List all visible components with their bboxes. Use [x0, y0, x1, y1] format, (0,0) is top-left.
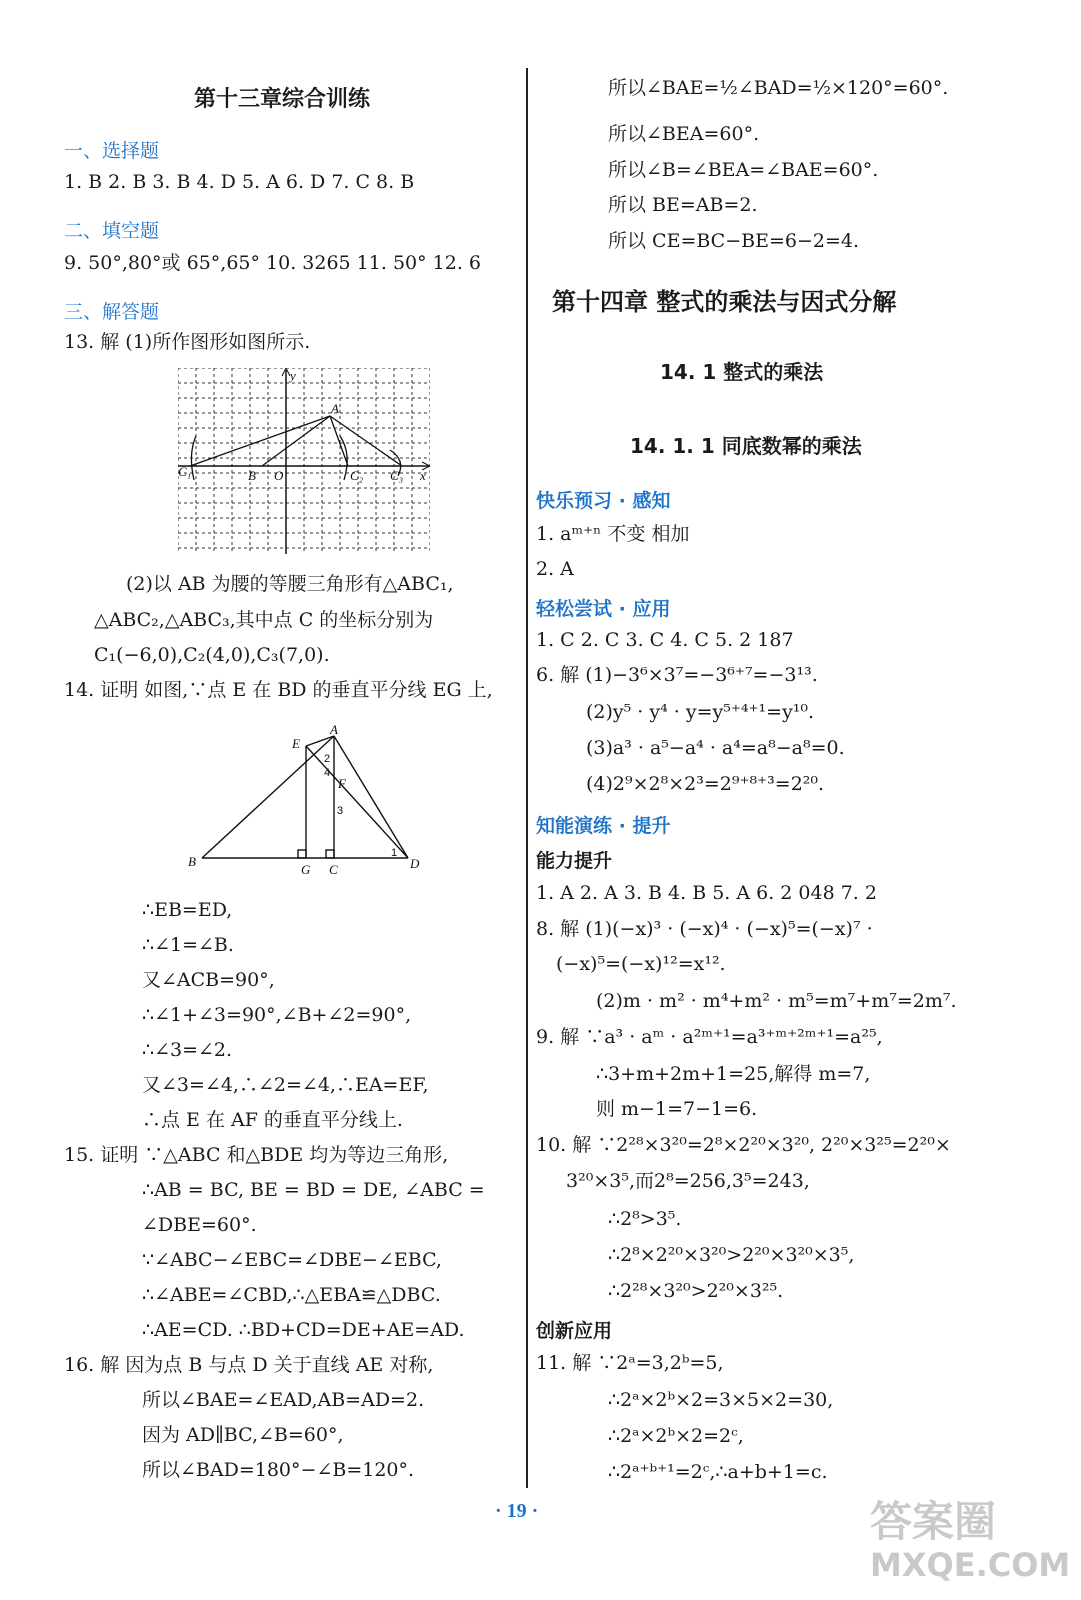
subheading-innovation: 创新应用	[536, 1320, 613, 1342]
fig2-label-A: A	[330, 722, 338, 737]
practice-q11-line4: ∴2ᵃ⁺ᵇ⁺¹=2ᶜ,∴a+b+1=c.	[608, 1461, 828, 1483]
q16-line5: 所以∠BEA=60°.	[608, 123, 760, 145]
q16-line7: 所以 BE=AB=2.	[608, 194, 758, 216]
section-14-1-1-title: 14. 1. 1 同底数幂的乘法	[630, 434, 862, 458]
try-q6-part4: (4)2⁹×2⁸×2³=2⁹⁺⁸⁺³=2²⁰.	[586, 773, 825, 795]
preview-answer-1: 1. aᵐ⁺ⁿ 不变 相加	[536, 523, 690, 545]
practice-q10-line5: ∴2²⁸×3²⁰>2²⁰×3²⁵.	[608, 1280, 784, 1302]
page-number: · 19 ·	[495, 1500, 539, 1522]
watermark-url: MXQE.COM	[870, 1546, 1071, 1584]
label-y: y	[290, 368, 296, 383]
coordinate-grid-figure	[178, 368, 430, 554]
section-14-1-title: 14. 1 整式的乘法	[660, 360, 824, 384]
section-title: 第十三章综合训练	[194, 87, 371, 112]
q16-line8: 所以 CE=BC−BE=6−2=4.	[608, 230, 860, 252]
subheading-ability: 能力提升	[536, 850, 613, 872]
heading-practice: 知能演练 · 提升	[536, 815, 671, 837]
practice-q9-line2: ∴3+m+2m+1=25,解得 m=7,	[596, 1063, 871, 1085]
q14-text: 14. 证明 如图,∵点 E 在 BD 的垂直平分线 EG 上,	[64, 679, 493, 701]
q14-line7: ∴点 E 在 AF 的垂直平分线上.	[142, 1109, 403, 1131]
label-O: O	[274, 468, 284, 483]
fig2-angle-1: 1	[391, 847, 398, 859]
q15-line2: ∠DBE=60°.	[142, 1214, 257, 1236]
q16-line4: 所以∠BAE=½∠BAD=½×120°=60°.	[608, 77, 949, 99]
fig2-label-G: G	[301, 862, 311, 877]
heading-preview: 快乐预习 · 感知	[536, 490, 671, 512]
q13-part2-line1: (2)以 AB 为腰的等腰三角形有△ABC₁,	[126, 573, 454, 595]
practice-q11-line2: ∴2ᵃ×2ᵇ×2=3×5×2=30,	[608, 1389, 834, 1411]
try-q6-part2: (2)y⁵ · y⁴ · y=y⁵⁺⁴⁺¹=y¹⁰.	[586, 701, 815, 723]
practice-q11-line3: ∴2ᵃ×2ᵇ×2=2ᶜ,	[608, 1425, 744, 1447]
q14-line5: ∴∠3=∠2.	[142, 1039, 233, 1061]
q16-line1: 所以∠BAE=∠EAD,AB=AD=2.	[142, 1389, 425, 1411]
q14-line4: ∴∠1+∠3=90°,∠B+∠2=90°,	[142, 1004, 412, 1026]
q15-line3: ∵∠ABC−∠EBC=∠DBE−∠EBC,	[142, 1249, 442, 1271]
heading-solve: 三、解答题	[64, 301, 160, 323]
triangle-figure	[184, 722, 434, 880]
fig2-label-E: E	[292, 736, 300, 751]
q14-line1: ∴EB=ED,	[142, 899, 233, 921]
practice-q11: 11. 解 ∵2ᵃ=3,2ᵇ=5,	[536, 1352, 724, 1374]
q15-line1: ∴AB = BC, BE = BD = DE, ∠ABC =	[142, 1179, 485, 1201]
preview-answer-2: 2. A	[536, 558, 574, 580]
label-B: B	[248, 468, 256, 483]
fig2-label-F: F	[338, 776, 346, 791]
q13-part2-line2: △ABC₂,△ABC₃,其中点 C 的坐标分别为	[94, 609, 434, 631]
practice-q8: 8. 解 (1)(−x)³ · (−x)⁴ · (−x)⁵=(−x)⁷ ·	[536, 918, 873, 940]
q16-line6: 所以∠B=∠BEA=∠BAE=60°.	[608, 159, 879, 181]
answers-fill: 9. 50°,80°或 65°,65° 10. 3265 11. 50° 12. 6	[64, 252, 481, 274]
practice-q10: 10. 解 ∵2²⁸×3²⁰=2⁸×2²⁰×3²⁰, 2²⁰×3²⁵=2²⁰×	[536, 1134, 951, 1156]
label-x: x	[420, 468, 426, 483]
practice-answers: 1. A 2. A 3. B 4. B 5. A 6. 2 048 7. 2	[536, 882, 877, 904]
label-A: A	[331, 401, 339, 416]
try-q6-part3: (3)a³ · a⁵−a⁴ · a⁴=a⁸−a⁸=0.	[586, 737, 845, 759]
try-q6: 6. 解 (1)−3⁶×3⁷=−3⁶⁺⁷=−3¹³.	[536, 664, 818, 686]
practice-q8-line2: (−x)⁵=(−x)¹²=x¹².	[556, 953, 726, 975]
q14-line2: ∴∠1=∠B.	[142, 934, 234, 956]
fig2-angle-2: 2	[324, 753, 331, 765]
watermark-logo: 答案圈	[870, 1497, 997, 1546]
practice-q9: 9. 解 ∵a³ · aᵐ · a²ᵐ⁺¹=a³⁺ᵐ⁺²ᵐ⁺¹=a²⁵,	[536, 1026, 883, 1048]
practice-q10-line4: ∴2⁸×2²⁰×3²⁰>2²⁰×3²⁰×3⁵,	[608, 1244, 855, 1266]
practice-q9-line3: 则 m−1=7−1=6.	[596, 1098, 758, 1120]
q13-text: 13. 解 (1)所作图形如图所示.	[64, 331, 311, 353]
q15-line5: ∴AE=CD. ∴BD+CD=DE+AE=AD.	[142, 1319, 465, 1341]
label-C3: C₃	[390, 468, 404, 483]
q14-line3: 又∠ACB=90°,	[142, 969, 275, 991]
practice-q8-line3: (2)m · m² · m⁴+m² · m⁵=m⁷+m⁷=2m⁷.	[596, 990, 957, 1012]
practice-q10-line3: ∴2⁸>3⁵.	[608, 1208, 682, 1230]
try-answers: 1. C 2. C 3. C 4. C 5. 2 187	[536, 629, 794, 651]
q16-line2: 因为 AD∥BC,∠B=60°,	[142, 1424, 344, 1446]
q13-part2-line3: C₁(−6,0),C₂(4,0),C₃(7,0).	[94, 644, 330, 666]
fig2-angle-4: 4	[324, 767, 331, 779]
heading-choice: 一、选择题	[64, 140, 160, 162]
column-divider	[526, 68, 528, 1488]
q14-line6: 又∠3=∠4,∴∠2=∠4,∴EA=EF,	[142, 1074, 429, 1096]
label-C2: C₂	[350, 468, 364, 483]
heading-fill: 二、填空题	[64, 220, 160, 242]
label-C1: C₁	[178, 464, 192, 479]
fig2-label-C: C	[329, 862, 338, 877]
q15-line4: ∴∠ABE=∠CBD,∴△EBA≌△DBC.	[142, 1284, 441, 1306]
chapter-title: 第十四章 整式的乘法与因式分解	[552, 288, 897, 316]
fig2-label-D: D	[410, 856, 420, 871]
q15-text: 15. 证明 ∵△ABC 和△BDE 均为等边三角形,	[64, 1144, 449, 1166]
q16-text: 16. 解 因为点 B 与点 D 关于直线 AE 对称,	[64, 1354, 434, 1376]
heading-try: 轻松尝试 · 应用	[536, 598, 671, 620]
q16-line3: 所以∠BAD=180°−∠B=120°.	[142, 1459, 415, 1481]
practice-q10-line2: 3²⁰×3⁵,而2⁸=256,3⁵=243,	[566, 1170, 810, 1192]
answers-choice: 1. B 2. B 3. B 4. D 5. A 6. D 7. C 8. B	[64, 171, 415, 193]
fig2-angle-3: 3	[337, 805, 344, 817]
fig2-label-B: B	[188, 854, 196, 869]
